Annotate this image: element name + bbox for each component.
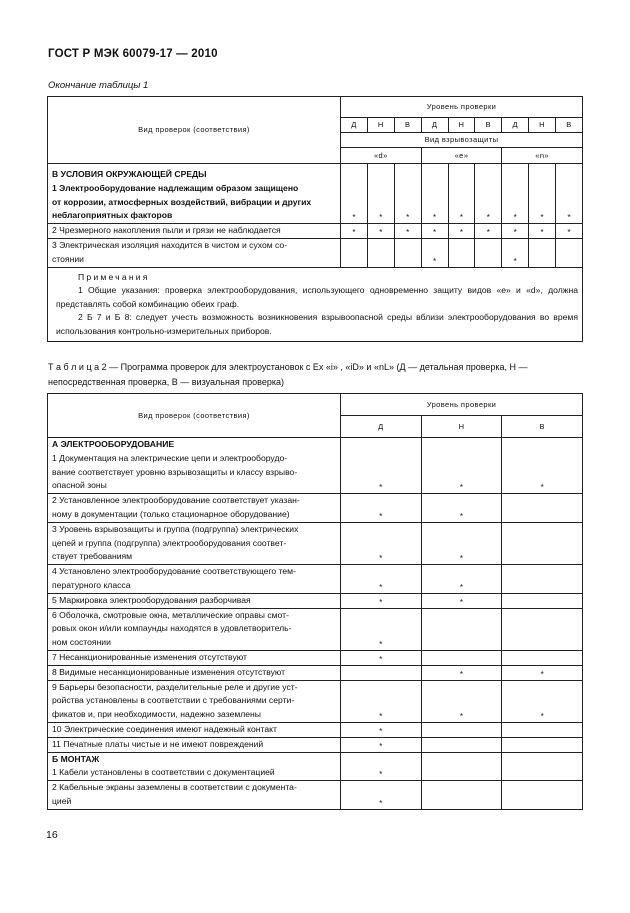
check-mark: *	[341, 224, 368, 239]
table-row	[48, 494, 583, 523]
table-row	[48, 593, 583, 608]
check-mark: *	[341, 752, 422, 781]
check-mark: *	[341, 737, 422, 752]
check-mark	[421, 650, 502, 665]
line: ном состоянии	[52, 637, 111, 648]
check-mark: *	[556, 224, 583, 239]
level-label: Н	[367, 118, 394, 133]
check-mark	[421, 722, 502, 737]
check-mark: *	[341, 722, 422, 737]
table-row	[48, 781, 583, 810]
check-mark: *	[341, 608, 422, 650]
level-label: Д	[341, 118, 368, 133]
line: от коррозии, атмосферных воздействий, вибрации и других	[52, 196, 312, 207]
row-description	[48, 752, 341, 781]
check-mark: *	[421, 522, 502, 564]
check-mark: *	[502, 665, 583, 680]
line: фикатов и, при необходимости, надежно заземлены	[52, 709, 261, 720]
row-description	[48, 722, 341, 737]
line: 10 Электрические соединения имеют надежный контакт	[52, 723, 277, 734]
check-mark	[502, 781, 583, 810]
note-1: 1 Общие указания: проверка электрооборудования, использующего одновременно защиту видов «e» и «d», должна представлять собой комбинацию обеих граф.	[56, 285, 578, 309]
table-row	[48, 650, 583, 665]
check-mark: *	[341, 781, 422, 810]
table-row	[48, 737, 583, 752]
line: 2 Кабельные экраны заземлены в соответствии с документа-	[52, 782, 297, 793]
line: неблагоприятных факторов	[52, 210, 173, 221]
check-mark	[502, 522, 583, 564]
check-mark: *	[421, 680, 502, 722]
check-mark: *	[421, 224, 448, 239]
table-row	[48, 752, 583, 781]
section-title	[48, 164, 341, 224]
table1	[47, 96, 583, 342]
protection-type: «e»	[421, 148, 502, 164]
check-mark	[448, 238, 475, 267]
line: пературного класса	[52, 579, 131, 590]
line: 3 Электрическая изоляция находится в чистом и сухом со-	[52, 239, 288, 250]
document-header: ГОСТ Р МЭК 60079-17 — 2010	[48, 48, 218, 60]
table-row	[48, 665, 583, 680]
table-row	[48, 608, 583, 650]
row-description	[48, 494, 341, 523]
line: 3 Уровень взрывозащиты и группа (подгруппа) электрических	[52, 523, 299, 534]
table2-header-row	[48, 394, 583, 416]
check-mark: *	[421, 164, 448, 224]
check-mark	[529, 238, 556, 267]
section-title-text: В УСЛОВИЯ ОКРУЖАЮЩЕЙ СРЕДЫ	[52, 169, 207, 179]
section-title: А ЭЛЕКТРООБОРУДОВАНИЕ	[52, 439, 175, 449]
level-label: Д	[341, 416, 422, 438]
section-title: Б МОНТАЖ	[52, 753, 100, 764]
check-mark: *	[529, 224, 556, 239]
table-row	[48, 224, 583, 239]
check-mark	[421, 752, 502, 781]
line: ровых окон и/или компаунды находятся в удовлетворитель-	[52, 623, 292, 634]
level-label: Н	[529, 118, 556, 133]
notes-row	[48, 267, 583, 342]
check-mark	[556, 238, 583, 267]
line: 1 Электрооборудование надлежащим образом защищено	[52, 182, 299, 193]
check-mark: *	[502, 224, 529, 239]
row-description	[48, 438, 341, 494]
check-mark: *	[502, 438, 583, 494]
check-mark: *	[502, 164, 529, 224]
line: 8 Видимые несанкционированные изменения отсутствуют	[52, 666, 286, 677]
check-mark: *	[341, 164, 368, 224]
line: 11 Печатные платы чистые и не имеют повреждений	[52, 738, 264, 749]
level-label: В	[394, 118, 421, 133]
column-header: Вид проверок (соответствия)	[48, 394, 341, 438]
table-row	[48, 438, 583, 494]
row-description	[48, 665, 341, 680]
check-mark: *	[367, 224, 394, 239]
line: ствует требованиям	[52, 551, 133, 562]
line: ному в документации (только стационарное оборудование)	[52, 508, 290, 519]
table2-caption: Т а б л и ц а 2 — Программа проверок для электроустановок с Ex «i» , «iD» и «nL» (Д — детальная проверка, Н — непосредственная проверка, В — визуальная проверка)	[48, 362, 528, 387]
level-header: Уровень проверки	[341, 97, 583, 118]
notes	[48, 267, 583, 342]
line: цией	[52, 795, 72, 806]
row-description	[48, 238, 341, 267]
check-mark	[502, 608, 583, 650]
check-mark: *	[341, 650, 422, 665]
check-mark: *	[421, 665, 502, 680]
check-mark	[502, 565, 583, 594]
protection-type: «d»	[341, 148, 422, 164]
line: 2 Чрезмерного накопления пыли и грязи не наблюдается	[52, 225, 281, 236]
section-row	[48, 164, 583, 224]
table-row	[48, 522, 583, 564]
check-mark	[394, 238, 421, 267]
line: 1 Кабели установлены в соответствии с документацией	[52, 767, 275, 778]
row-description	[48, 522, 341, 564]
check-mark	[367, 238, 394, 267]
check-mark: *	[502, 680, 583, 722]
check-mark: *	[529, 164, 556, 224]
table2	[47, 393, 583, 810]
level-label: В	[556, 118, 583, 133]
check-mark: *	[556, 164, 583, 224]
check-mark	[421, 737, 502, 752]
line: опасной зоны	[52, 480, 107, 491]
table1-caption: Окончание таблицы 1	[48, 80, 149, 91]
check-mark	[341, 665, 422, 680]
level-label: Н	[448, 118, 475, 133]
check-mark: *	[341, 593, 422, 608]
level-label: Д	[421, 118, 448, 133]
line: ройства установлены в соответствии с требованиями серти-	[52, 695, 295, 706]
table-row	[48, 238, 583, 267]
check-mark: *	[475, 224, 502, 239]
line: 5 Маркировка электрооборудования разборчивая	[52, 594, 251, 605]
table-row	[48, 565, 583, 594]
line: 7 Несанкционированные изменения отсутствуют	[52, 651, 247, 662]
level-label: В	[475, 118, 502, 133]
line: стоянии	[52, 253, 84, 264]
check-mark: *	[448, 164, 475, 224]
check-mark: *	[475, 164, 502, 224]
row-description	[48, 593, 341, 608]
check-mark: *	[341, 565, 422, 594]
check-mark: *	[394, 224, 421, 239]
check-mark	[502, 650, 583, 665]
check-mark: *	[394, 164, 421, 224]
line: 4 Установлено электрооборудование соответствующего тем-	[52, 566, 296, 577]
check-mark	[502, 494, 583, 523]
check-mark: *	[341, 494, 422, 523]
check-mark: *	[421, 238, 448, 267]
check-mark: *	[421, 438, 502, 494]
check-mark	[475, 238, 502, 267]
line: вание соответствует уровню взрывозащиты и классу взрыво-	[52, 466, 298, 477]
notes-title: Примечания	[78, 271, 150, 282]
column-header: Вид проверок (соответствия)	[48, 97, 341, 164]
check-mark	[502, 593, 583, 608]
line: 2 Установленное электрооборудование соответствует указан-	[52, 495, 300, 506]
check-mark	[502, 737, 583, 752]
row-description	[48, 680, 341, 722]
line: цепей и группа (подгруппа) электрооборудования соответ-	[52, 537, 287, 548]
check-mark: *	[421, 494, 502, 523]
protection-header: Вид взрывозащиты	[341, 133, 583, 148]
check-mark: *	[341, 680, 422, 722]
check-mark	[421, 781, 502, 810]
check-mark: *	[341, 522, 422, 564]
line: 9 Барьеры безопасности, разделительные реле и другие уст-	[52, 681, 298, 692]
row-description	[48, 224, 341, 239]
check-mark	[502, 752, 583, 781]
table-row	[48, 722, 583, 737]
table1-header-row	[48, 97, 583, 118]
note-2: 2 Б 7 и Б 8: следует учесть возможность возникновения взрывоопасной среды вблизи электрооборудования во время использования контрольно-измерительных приборов.	[56, 312, 578, 336]
row-description	[48, 608, 341, 650]
check-mark: *	[421, 593, 502, 608]
level-label: В	[502, 416, 583, 438]
check-mark: *	[448, 224, 475, 239]
line: 6 Оболочка, смотровые окна, металлические оправы смот-	[52, 609, 289, 620]
level-label: Н	[421, 416, 502, 438]
check-mark	[421, 608, 502, 650]
check-mark: *	[341, 438, 422, 494]
page-number: 16	[46, 829, 58, 841]
line: 1 Документация на электрические цепи и электрооборудо-	[52, 452, 288, 463]
check-mark: *	[502, 238, 529, 267]
row-description	[48, 650, 341, 665]
level-header: Уровень проверки	[341, 394, 583, 416]
check-mark	[502, 722, 583, 737]
table-row	[48, 680, 583, 722]
check-mark: *	[367, 164, 394, 224]
check-mark	[341, 238, 368, 267]
level-label: Д	[502, 118, 529, 133]
protection-type: «n»	[502, 148, 583, 164]
row-description	[48, 737, 341, 752]
row-description	[48, 781, 341, 810]
row-description	[48, 565, 341, 594]
check-mark: *	[421, 565, 502, 594]
